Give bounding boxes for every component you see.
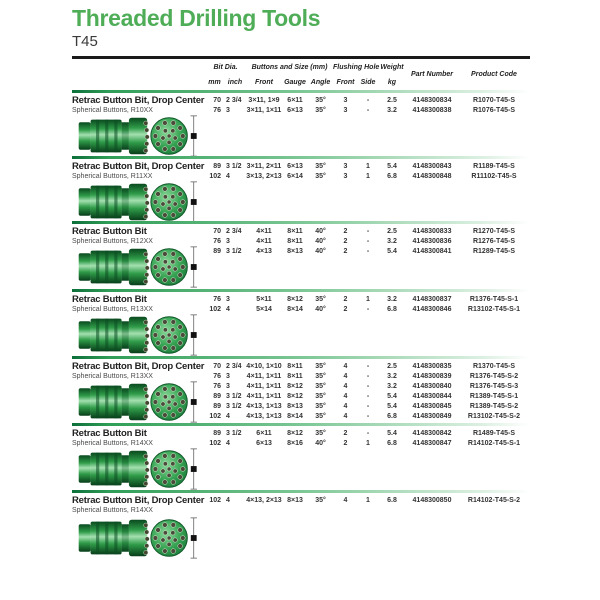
cell-part-number: 4148300834 — [412, 96, 452, 104]
drill-bit-illustration — [72, 517, 205, 559]
cell-part-number: 4148300838 — [412, 106, 452, 114]
cell-buttons-front: 6×13 — [256, 439, 272, 447]
cell-part-number: 4148300840 — [412, 382, 452, 390]
cell-flushing-front: 2 — [343, 295, 348, 303]
cell-buttons-front: 3×11, 1×9 — [248, 96, 280, 104]
col-mm: mm — [208, 78, 221, 86]
cell-flushing-side: 1 — [366, 496, 370, 504]
table-row — [205, 105, 530, 115]
col-weight: Weight — [380, 64, 404, 71]
cell-gauge: 8×12 — [287, 392, 303, 400]
cell-part-number: 4148300842 — [412, 429, 452, 437]
cell-flushing-front: 2 — [343, 237, 348, 245]
section-subtitle: Spherical Buttons, R12XX — [72, 238, 153, 245]
cell-weight-kg: 3.2 — [387, 382, 397, 390]
col-part-number: Part Number — [410, 71, 453, 78]
cell-inch: 3 1/2 — [226, 402, 242, 410]
col-inch: inch — [227, 78, 243, 86]
cell-gauge: 6×13 — [287, 106, 303, 114]
cell-mm: 76 — [213, 372, 221, 380]
cell-angle: 35° — [315, 412, 326, 420]
drill-bit-illustration — [72, 181, 205, 223]
cell-weight-kg: 6.8 — [387, 305, 397, 313]
cell-flushing-front: 3 — [343, 96, 348, 104]
cell-flushing-side: - — [366, 402, 370, 410]
cell-weight-kg: 5.4 — [387, 247, 397, 255]
cell-part-number: 4148300841 — [412, 247, 452, 255]
cell-part-number: 4148300848 — [412, 172, 452, 180]
cell-product-code: R14102-T45-S-2 — [467, 496, 521, 504]
cell-flushing-side: - — [366, 412, 370, 420]
cell-angle: 35° — [315, 372, 326, 380]
table-header — [72, 60, 530, 89]
cell-weight-kg: 5.4 — [387, 429, 397, 437]
product-section-r13xx-drop-center — [72, 359, 530, 426]
cell-mm: 102 — [209, 172, 221, 180]
catalog-page — [72, 0, 530, 565]
cell-gauge: 8×14 — [287, 305, 303, 313]
cell-mm: 76 — [213, 382, 221, 390]
table-row — [205, 294, 530, 304]
cell-product-code: R1389-T45-S-1 — [469, 392, 519, 400]
table-row — [205, 411, 530, 421]
drill-bit-illustration — [72, 115, 205, 157]
cell-product-code: R1076-T45-S — [472, 106, 516, 114]
cell-flushing-front: 4 — [343, 402, 348, 410]
section-rows — [205, 224, 530, 256]
cell-angle: 40° — [315, 227, 326, 235]
cell-buttons-front: 5×14 — [256, 305, 272, 313]
cell-product-code: R1276-T45-S — [472, 237, 516, 245]
cell-gauge: 8×12 — [287, 382, 303, 390]
section-subtitle: Spherical Buttons, R13XX — [72, 306, 153, 313]
cell-flushing-front: 4 — [343, 362, 348, 370]
drill-bit-illustration — [72, 246, 205, 288]
cell-inch: 4 — [226, 412, 230, 420]
cell-mm: 102 — [209, 412, 221, 420]
cell-inch: 4 — [226, 172, 230, 180]
cell-angle: 40° — [315, 237, 326, 245]
cell-weight-kg: 3.2 — [387, 237, 397, 245]
cell-buttons-front: 4×10, 1×10 — [246, 362, 282, 370]
cell-product-code: R14102-T45-S-1 — [467, 439, 521, 447]
cell-weight-kg: 2.5 — [387, 227, 397, 235]
section-rows — [205, 493, 530, 505]
cell-mm: 76 — [213, 295, 221, 303]
cell-mm: 89 — [213, 392, 221, 400]
cell-gauge: 8×11 — [287, 372, 303, 380]
product-section-r14xx — [72, 426, 530, 493]
drill-bit-illustration — [72, 381, 205, 423]
col-product-code: Product Code — [471, 71, 517, 78]
cell-flushing-front: 4 — [343, 392, 348, 400]
cell-flushing-side: 1 — [366, 162, 370, 170]
cell-product-code: R13102-T45-S-1 — [467, 305, 521, 313]
cell-part-number: 4148300850 — [412, 496, 452, 504]
cell-part-number: 4148300833 — [412, 227, 452, 235]
cell-buttons-front: 3×11, 2×11 — [246, 162, 282, 170]
cell-angle: 35° — [315, 362, 326, 370]
cell-product-code: R1376-T45-S-2 — [469, 372, 519, 380]
cell-flushing-side: - — [366, 372, 370, 380]
section-header — [72, 294, 205, 314]
cell-gauge: 8×11 — [287, 237, 303, 245]
col-kg: kg — [387, 78, 397, 86]
cell-product-code: R1376-T45-S-3 — [469, 382, 519, 390]
cell-buttons-front: 4×13, 1×13 — [246, 412, 282, 420]
section-subtitle: Spherical Buttons, R14XX — [72, 440, 153, 447]
col-group-bit-dia: Bit Dia. — [213, 64, 238, 71]
cell-flushing-front: 4 — [343, 372, 348, 380]
section-title: Retrac Button Bit, Drop Center — [72, 495, 205, 506]
col-flushing-side: Side — [360, 78, 376, 86]
cell-buttons-front: 4×11 — [256, 237, 272, 245]
header-rule — [72, 56, 530, 59]
cell-flushing-front: 2 — [343, 247, 348, 255]
section-subtitle: Spherical Buttons, R13XX — [72, 373, 153, 380]
col-group-buttons-size: Buttons and Size (mm) — [251, 64, 328, 71]
cell-gauge: 8×12 — [287, 429, 303, 437]
table-row — [205, 304, 530, 314]
cell-gauge: 8×11 — [287, 227, 303, 235]
cell-buttons-front: 4×11, 1×11 — [246, 382, 282, 390]
cell-flushing-front: 2 — [343, 429, 348, 437]
section-header — [72, 495, 205, 515]
section-subtitle: Spherical Buttons, R14XX — [72, 507, 153, 514]
cell-flushing-side: - — [366, 106, 370, 114]
drill-bit-illustration — [72, 448, 205, 490]
table-row — [205, 391, 530, 401]
section-title: Retrac Button Bit — [72, 294, 147, 305]
cell-gauge: 6×14 — [287, 172, 303, 180]
cell-flushing-side: - — [366, 362, 370, 370]
cell-weight-kg: 3.2 — [387, 106, 397, 114]
cell-weight-kg: 6.8 — [387, 172, 397, 180]
cell-inch: 3 — [226, 382, 230, 390]
cell-flushing-side: - — [366, 429, 370, 437]
col-front: Front — [255, 78, 273, 86]
section-title: Retrac Button Bit, Drop Center — [72, 95, 205, 106]
cell-inch: 3 — [226, 237, 230, 245]
cell-product-code: R1070-T45-S — [472, 96, 516, 104]
cell-gauge: 8×13 — [287, 402, 303, 410]
cell-weight-kg: 6.8 — [387, 439, 397, 447]
section-title: Retrac Button Bit, Drop Center — [72, 361, 205, 372]
product-section-r13xx — [72, 292, 530, 359]
section-rows — [205, 292, 530, 314]
cell-product-code: R1289-T45-S — [472, 247, 516, 255]
section-rows — [205, 359, 530, 421]
cell-weight-kg: 3.2 — [387, 372, 397, 380]
cell-angle: 35° — [315, 496, 326, 504]
cell-flushing-front: 4 — [343, 382, 348, 390]
cell-buttons-front: 3×11, 1×11 — [246, 106, 282, 114]
cell-part-number: 4148300837 — [412, 295, 452, 303]
cell-angle: 35° — [315, 392, 326, 400]
page-subtitle: T45 — [72, 33, 98, 50]
cell-flushing-side: 1 — [366, 295, 370, 303]
cell-inch: 3 1/2 — [226, 392, 242, 400]
cell-angle: 35° — [315, 162, 326, 170]
cell-flushing-side: 1 — [366, 439, 370, 447]
cell-inch: 4 — [226, 305, 230, 313]
cell-product-code: R1270-T45-S — [472, 227, 516, 235]
table-row — [205, 171, 530, 181]
cell-mm: 89 — [213, 402, 221, 410]
cell-mm: 76 — [213, 237, 221, 245]
table-row — [205, 428, 530, 438]
cell-gauge: 6×13 — [287, 162, 303, 170]
product-section-r10xx — [72, 93, 530, 159]
cell-gauge: 8×13 — [287, 247, 303, 255]
table-row — [205, 495, 530, 505]
section-subtitle: Spherical Buttons, R10XX — [72, 107, 153, 114]
section-header — [72, 428, 205, 448]
section-subtitle: Spherical Buttons, R11XX — [72, 173, 153, 180]
cell-product-code: R1370-T45-S — [472, 362, 516, 370]
table-row — [205, 361, 530, 371]
cell-buttons-front: 4×13 — [256, 247, 272, 255]
table-row — [205, 246, 530, 256]
cell-part-number: 4148300847 — [412, 439, 452, 447]
cell-product-code: R1189-T45-S — [473, 162, 515, 170]
cell-inch: 2 3/4 — [226, 227, 242, 235]
cell-inch: 4 — [226, 496, 230, 504]
cell-inch: 3 — [226, 372, 230, 380]
cell-part-number: 4148300845 — [412, 402, 452, 410]
cell-flushing-front: 3 — [343, 106, 348, 114]
cell-mm: 70 — [213, 362, 221, 370]
table-row — [205, 438, 530, 448]
cell-angle: 35° — [315, 429, 326, 437]
section-header — [72, 226, 205, 246]
cell-part-number: 4148300849 — [412, 412, 452, 420]
cell-inch: 3 1/2 — [226, 247, 242, 255]
cell-angle: 35° — [315, 382, 326, 390]
cell-inch: 3 1/2 — [226, 429, 242, 437]
cell-angle: 40° — [315, 439, 326, 447]
cell-flushing-front: 2 — [343, 227, 348, 235]
drill-bit-illustration — [72, 314, 205, 356]
section-title: Retrac Button Bit — [72, 226, 147, 237]
cell-inch: 4 — [226, 439, 230, 447]
cell-buttons-front: 4×13, 1×13 — [246, 402, 282, 410]
cell-flushing-side: - — [366, 392, 370, 400]
page-title: Threaded Drilling Tools — [72, 5, 321, 31]
cell-weight-kg: 6.8 — [387, 496, 397, 504]
cell-flushing-front: 4 — [343, 412, 348, 420]
cell-mm: 102 — [209, 496, 221, 504]
cell-product-code: R1489-T45-S — [472, 429, 516, 437]
cell-mm: 70 — [213, 96, 221, 104]
section-header — [72, 95, 205, 115]
cell-weight-kg: 5.4 — [387, 402, 397, 410]
table-row — [205, 236, 530, 246]
cell-gauge: 8×14 — [287, 412, 303, 420]
cell-angle: 35° — [315, 106, 326, 114]
cell-part-number: 4148300846 — [412, 305, 452, 313]
table-row — [205, 371, 530, 381]
table-row — [205, 401, 530, 411]
cell-flushing-side: - — [366, 237, 370, 245]
cell-part-number: 4148300839 — [412, 372, 452, 380]
col-flushing-front: Front — [336, 78, 355, 86]
cell-part-number: 4148300843 — [412, 162, 452, 170]
table-row — [205, 161, 530, 171]
section-header — [72, 361, 205, 381]
cell-part-number: 4148300836 — [412, 237, 452, 245]
cell-flushing-front: 3 — [343, 172, 348, 180]
col-gauge: Gauge — [284, 78, 306, 86]
product-section-r11xx — [72, 159, 530, 224]
section-rows — [205, 93, 530, 115]
cell-flushing-side: 1 — [366, 172, 370, 180]
cell-mm: 89 — [213, 247, 221, 255]
cell-gauge: 8×16 — [287, 439, 303, 447]
cell-gauge: 8×12 — [287, 295, 303, 303]
table-row — [205, 226, 530, 236]
cell-angle: 35° — [315, 172, 326, 180]
cell-mm: 70 — [213, 227, 221, 235]
cell-flushing-front: 2 — [343, 305, 348, 313]
cell-weight-kg: 5.4 — [387, 392, 397, 400]
cell-inch: 2 3/4 — [226, 362, 242, 370]
section-rows — [205, 159, 530, 181]
cell-mm: 76 — [213, 106, 221, 114]
table-row — [205, 95, 530, 105]
cell-inch: 3 1/2 — [226, 162, 242, 170]
cell-weight-kg: 3.2 — [387, 295, 397, 303]
col-angle: Angle — [310, 78, 331, 86]
cell-mm: 89 — [213, 429, 221, 437]
product-section-r12xx — [72, 224, 530, 292]
cell-gauge: 8×11 — [287, 362, 303, 370]
cell-mm: 102 — [209, 305, 221, 313]
cell-inch: 3 — [226, 106, 230, 114]
cell-weight-kg: 5.4 — [387, 162, 397, 170]
cell-flushing-side: - — [366, 247, 370, 255]
cell-flushing-side: - — [366, 227, 370, 235]
section-title: Retrac Button Bit, Drop Center — [72, 161, 205, 172]
cell-product-code: R1376-T45-S-1 — [469, 295, 519, 303]
cell-buttons-front: 4×11, 1×11 — [246, 372, 282, 380]
cell-flushing-front: 4 — [343, 496, 348, 504]
cell-product-code: R1389-T45-S-2 — [469, 402, 519, 410]
table-row — [205, 381, 530, 391]
cell-mm: 89 — [213, 162, 221, 170]
section-title: Retrac Button Bit — [72, 428, 147, 439]
col-group-flushing-hole: Flushing Hole — [333, 64, 380, 71]
section-rows — [205, 426, 530, 448]
cell-gauge: 8×13 — [287, 496, 303, 504]
cell-angle: 35° — [315, 96, 326, 104]
cell-flushing-front: 2 — [343, 439, 348, 447]
cell-part-number: 4148300844 — [412, 392, 452, 400]
product-section-r14xx-drop-center — [72, 493, 530, 565]
cell-product-code: R13102-T45-S-2 — [467, 412, 521, 420]
cell-product-code: R11102-T45-S — [471, 172, 517, 180]
cell-buttons-front: 4×11 — [256, 227, 272, 235]
section-header — [72, 161, 205, 181]
cell-buttons-front: 3×13, 2×13 — [246, 172, 282, 180]
cell-buttons-front: 4×13, 2×13 — [246, 496, 282, 504]
cell-angle: 35° — [315, 295, 326, 303]
cell-buttons-front: 5×11 — [256, 295, 272, 303]
cell-mm: 102 — [209, 439, 221, 447]
cell-angle: 40° — [315, 305, 326, 313]
cell-weight-kg: 6.8 — [387, 412, 397, 420]
cell-inch: 3 — [226, 295, 230, 303]
cell-buttons-front: 4×11, 1×11 — [246, 392, 282, 400]
cell-gauge: 6×11 — [287, 96, 303, 104]
cell-angle: 35° — [315, 402, 326, 410]
cell-flushing-side: - — [366, 382, 370, 390]
cell-flushing-front: 3 — [343, 162, 348, 170]
cell-angle: 40° — [315, 247, 326, 255]
cell-flushing-side: - — [366, 96, 370, 104]
cell-buttons-front: 6×11 — [256, 429, 272, 437]
cell-weight-kg: 2.5 — [387, 96, 397, 104]
cell-inch: 2 3/4 — [226, 96, 242, 104]
cell-flushing-side: - — [366, 305, 370, 313]
cell-weight-kg: 2.5 — [387, 362, 397, 370]
cell-part-number: 4148300835 — [412, 362, 452, 370]
